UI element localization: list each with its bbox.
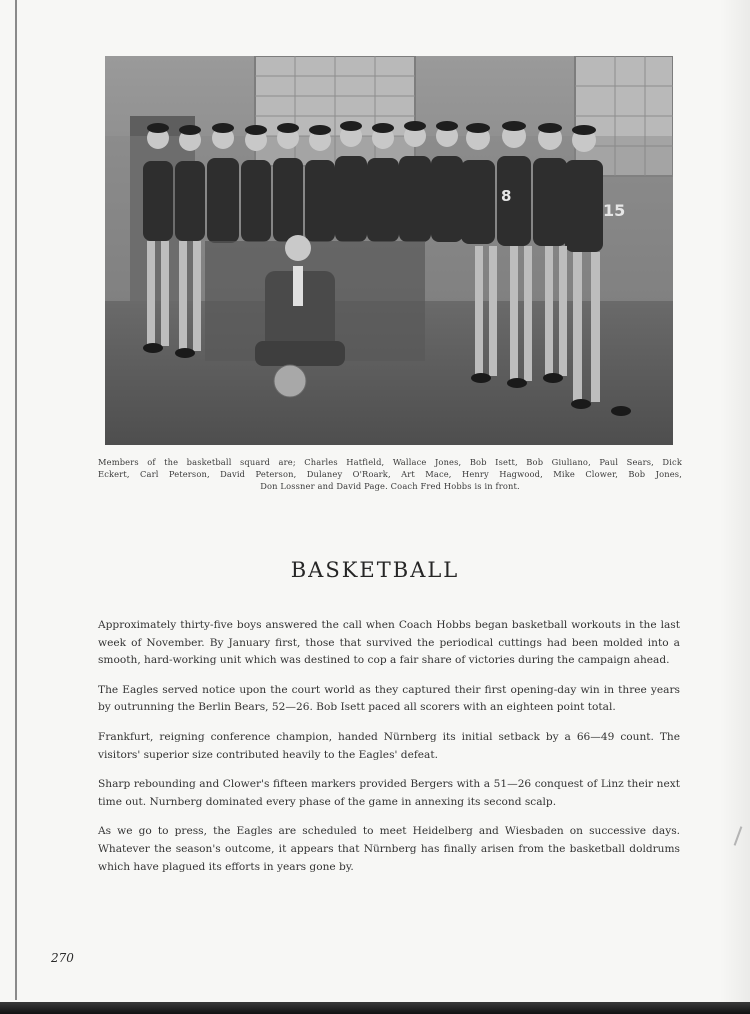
caption-line: Eckert, Carl Peterson, David Peterson, Dulaney O'Roark, Art Mace, Henry Hagwood, Mike Clower, Bob Jones,	[98, 469, 682, 479]
article-body	[98, 617, 680, 888]
page-number: 270	[51, 951, 74, 965]
team-photo	[105, 56, 673, 445]
article-paragraph: As we go to press, the Eagles are scheduled to meet Heidelberg and Wiesbaden on successive days. Whatever the season's outcome, it appears that Nürnberg has finally arisen from the basketball doldrums which have plagued its efforts in years gone by.	[98, 825, 680, 873]
article-paragraph: Approximately thirty-five boys answered the call when Coach Hobbs began basketball workouts in the last week of November. By January first, those that survived the periodical cuttings had been molded into a smooth, hard-working unit which was destined to cop a fair share of victories during the campaign ahead.	[98, 619, 680, 667]
page-shade	[720, 0, 750, 1002]
jersey-number: 8	[501, 187, 512, 205]
article-title: BASKETBALL	[290, 558, 460, 582]
article-paragraph: Frankfurt, reigning conference champion, handed Nürnberg its initial setback by a 66—49 count. The visitors' superior size contributed heavily to the Eagles' defeat.	[98, 730, 680, 761]
article-paragraph: The Eagles served notice upon the court world as they captured their first opening-day win in three years by outrunning the Berlin Bears, 52—26. Bob Isett paced all scorers with an eighteen point total.	[98, 683, 680, 714]
page-binding-edge	[15, 0, 17, 1000]
caption-line: Members of the basketball squard are; Charles Hatfield, Wallace Jones, Bob Isett, Bob Giuliano, Paul Sears, Dick	[98, 457, 682, 467]
page-bottom-edge	[0, 1002, 750, 1014]
jersey-number: 15	[603, 201, 626, 220]
caption-line: Don Lossner and David Page. Coach Fred Hobbs is in front.	[260, 481, 520, 491]
team-photo-illustration	[105, 56, 673, 445]
article-paragraph: Sharp rebounding and Clower's fifteen markers provided Bergers with a 51—26 conquest of Linz their next time out. Nurnberg dominated every phase of the game in annexing its second scalp.	[98, 778, 680, 808]
photo-caption	[98, 456, 682, 492]
basketball	[274, 365, 306, 397]
